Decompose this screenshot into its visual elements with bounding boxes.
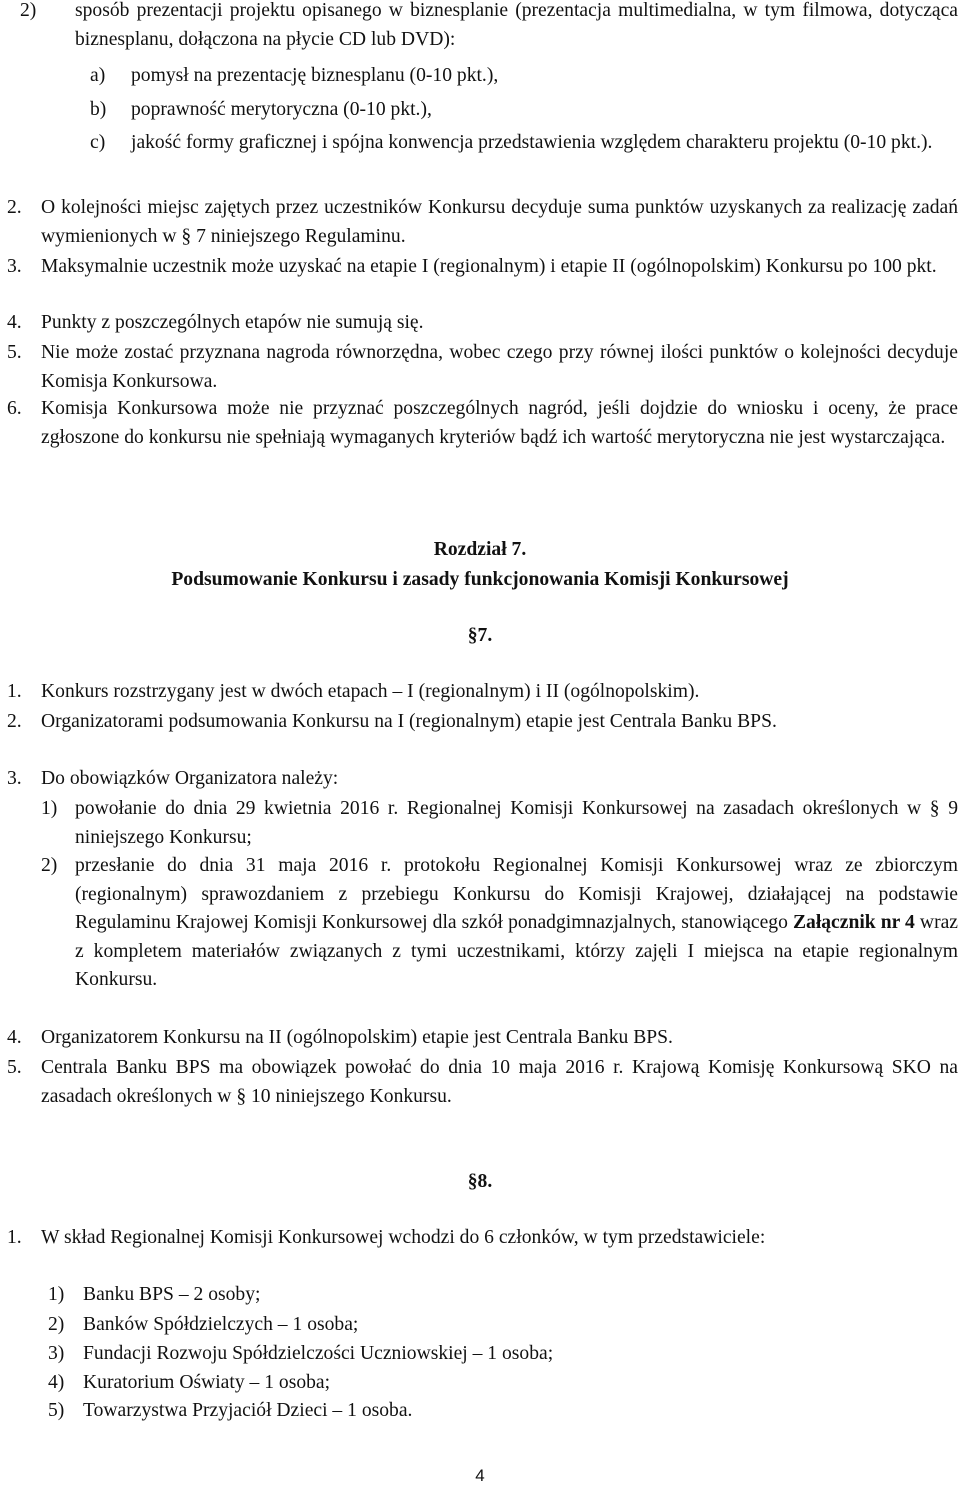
- list-number: 1): [48, 1284, 65, 1305]
- paragraph-7-1: [7, 678, 958, 707]
- paragraph-text: O kolejności miejsc zajętych przez uczestników Konkursu decyduje suma punktów uzyskanych za realizację zadań wymienionych w § 7 niniejszego Regulaminu.: [41, 197, 958, 247]
- attachment-reference: Załącznik nr 4: [792, 912, 915, 934]
- list-text: Towarzystwa Przyjaciół Dzieci – 1 osoba.: [83, 1400, 413, 1421]
- page-number: 4: [475, 1466, 485, 1485]
- list-text-part: wraz z kompletem materiałów związanych z tymi uczestnikami, którzy zajęli I miejsca na etapie regionalnym Konkursu.: [75, 912, 958, 991]
- member-item-2: [48, 1311, 958, 1340]
- list-text: jakość formy graficznej i spójna konwencja przedstawienia względem charakteru projektu (0-10 pkt.).: [131, 132, 933, 153]
- paragraph-text: Centrala Banku BPS ma obowiązek powołać do dnia 10 maja 2016 r. Krajową Komisję Konkursową SKO na zasadach określonych w § 10 niniejszego Konkursu.: [41, 1057, 958, 1107]
- list-text: Fundacji Rozwoju Spółdzielczości Uczniowskiej – 1 osoba;: [83, 1343, 554, 1364]
- list-number: 2): [41, 855, 58, 876]
- paragraph-7-3-1: [41, 795, 958, 852]
- list-letter: b): [90, 99, 107, 120]
- paragraph-text: Nie może zostać przyznana nagroda równorzędna, wobec czego przy równej ilości punktów o kolejności decyduje Komisja Konkursowa.: [41, 342, 958, 392]
- list-number: 2): [20, 0, 37, 21]
- criteria-item-2: [20, 0, 958, 54]
- paragraph-text: Organizatorami podsumowania Konkursu na I (regionalnym) etapie jest Centrala Banku BPS.: [41, 711, 777, 732]
- list-text-part: przesłanie do dnia 31 maja 2016 r. protokołu Regionalnej Komisji Konkursowej wraz ze zbiorczym (regionalnym) sprawozdaniem z przebiegu Konkursu do Komisji Krajowej, działającej na podstawie Regulaminu Krajowej Komisji Konkursowej dla szkół ponadgimnazjalnych, stanowiącego: [75, 855, 958, 934]
- paragraph-7-2: [7, 708, 958, 737]
- member-item-4: [48, 1369, 958, 1398]
- paragraph-7-3: [7, 765, 958, 794]
- criteria-subitem-a: [90, 62, 958, 91]
- paragraph-text: W skład Regionalnej Komisji Konkursowej wchodzi do 6 członków, w tym przedstawiciele:: [41, 1227, 766, 1248]
- paragraph-text: Komisja Konkursowa może nie przyznać poszczególnych nagród, jeśli dojdzie do wniosku i oceny, że prace zgłoszone do konkursu nie spełniają wymaganych kryteriów bądź ich wartość merytoryczna nie jest wystarczająca.: [41, 398, 958, 448]
- list-number: 5): [48, 1400, 65, 1421]
- paragraph-text: Maksymalnie uczestnik może uzyskać na etapie I (regionalnym) i etapie II (ogólnopolskim) Konkursu po 100 pkt.: [41, 256, 937, 277]
- member-item-3: [48, 1340, 958, 1369]
- list-text: sposób prezentacji projektu opisanego w biznesplanie (prezentacja multimedialna, w tym filmowa, dotycząca biznesplanu, dołączona na płycie CD lub DVD):: [75, 0, 958, 50]
- paragraph-number: 5.: [7, 1057, 22, 1078]
- paragraph-3: [7, 253, 958, 282]
- list-number: 4): [48, 1372, 65, 1393]
- paragraph-number: 2.: [7, 711, 22, 732]
- list-text: poprawność merytoryczna (0-10 pkt.),: [131, 99, 432, 120]
- section-mark-8: §8.: [467, 1171, 493, 1192]
- list-text: Banków Spółdzielczych – 1 osoba;: [83, 1314, 359, 1335]
- paragraph-6: [7, 395, 958, 452]
- member-item-1: [48, 1281, 958, 1310]
- paragraph-text: Do obowiązków Organizatora należy:: [41, 768, 339, 789]
- list-text: Banku BPS – 2 osoby;: [83, 1284, 261, 1305]
- paragraph-text: Punkty z poszczególnych etapów nie sumują się.: [41, 312, 424, 333]
- paragraph-number: 3.: [7, 768, 22, 789]
- paragraph-number: 1.: [7, 681, 22, 702]
- paragraph-number: 3.: [7, 256, 22, 277]
- list-number: 1): [41, 798, 58, 819]
- paragraph-7-3-2: [41, 852, 958, 995]
- paragraph-number: 5.: [7, 342, 22, 363]
- criteria-subitem-c: [90, 129, 958, 158]
- list-number: 3): [48, 1343, 65, 1364]
- paragraph-5: [7, 339, 958, 396]
- paragraph-4: [7, 309, 958, 338]
- list-number: 2): [48, 1314, 65, 1335]
- paragraph-2: [7, 194, 958, 251]
- paragraph-number: 2.: [7, 197, 22, 218]
- paragraph-number: 6.: [7, 398, 22, 419]
- paragraph-7-4: [7, 1024, 958, 1053]
- list-text: Kuratorium Oświaty – 1 osoba;: [83, 1372, 331, 1393]
- chapter-title: Rozdział 7.: [433, 539, 527, 560]
- paragraph-7-5: [7, 1054, 958, 1111]
- paragraph-8-1: [7, 1224, 958, 1253]
- list-text: [75, 852, 958, 995]
- list-text: powołanie do dnia 29 kwietnia 2016 r. Regionalnej Komisji Konkursowej na zasadach określonych w § 9 niniejszego Konkursu;: [75, 798, 958, 848]
- criteria-subitem-b: [90, 96, 958, 125]
- paragraph-text: Organizatorem Konkursu na II (ogólnopolskim) etapie jest Centrala Banku BPS.: [41, 1027, 673, 1048]
- paragraph-number: 4.: [7, 312, 22, 333]
- member-item-5: [48, 1397, 958, 1426]
- section-mark-7: §7.: [467, 625, 493, 646]
- list-text: pomysł na prezentację biznesplanu (0-10 pkt.),: [131, 65, 499, 86]
- chapter-subtitle: Podsumowanie Konkursu i zasady funkcjonowania Komisji Konkursowej: [171, 569, 789, 590]
- paragraph-text: Konkurs rozstrzygany jest w dwóch etapach – I (regionalnym) i II (ogólnopolskim).: [41, 681, 700, 702]
- paragraph-number: 4.: [7, 1027, 22, 1048]
- list-letter: a): [90, 65, 106, 86]
- list-letter: c): [90, 132, 106, 153]
- paragraph-number: 1.: [7, 1227, 22, 1248]
